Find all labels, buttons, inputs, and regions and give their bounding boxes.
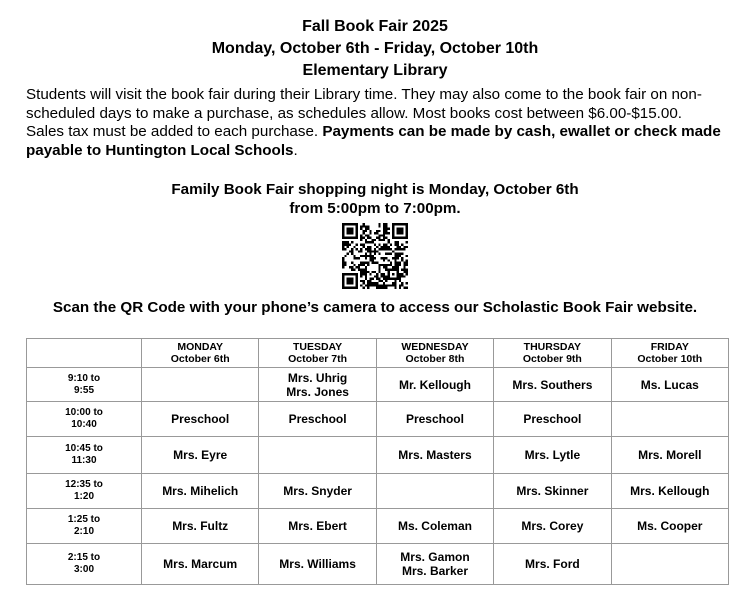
class-name: Ms. Lucas: [640, 377, 699, 392]
day-header-wednesday: WEDNESDAY October 8th: [376, 339, 493, 368]
intro-end: .: [293, 141, 298, 159]
schedule-cell-tuesday: [259, 368, 376, 402]
class-name: Ms. Cooper: [637, 519, 703, 533]
schedule-cell-monday: [142, 509, 259, 544]
schedule-cell-wednesday: [376, 509, 493, 544]
schedule-cell-tuesday: [259, 474, 376, 509]
schedule-cell-thursday: [494, 437, 611, 474]
time-slot-cell: [27, 474, 142, 509]
time-slot-cell: [27, 402, 142, 437]
schedule-table: [26, 338, 729, 585]
time-slot-text: 10:40: [71, 419, 97, 430]
schedule-cell-friday: [611, 474, 728, 509]
schedule-cell-thursday: [494, 544, 611, 585]
schedule-cell-monday: [142, 437, 259, 474]
class-name: Mrs. Williams: [279, 557, 356, 571]
schedule-cell-friday: [611, 368, 728, 402]
table-row: [27, 368, 729, 402]
class-name: Mrs. Skinner: [516, 484, 589, 498]
time-slot-text: 10:00 to: [65, 407, 103, 418]
class-name: Mrs. Ford: [525, 557, 580, 571]
class-name: Mrs. Barker: [401, 564, 468, 578]
schedule-cell-friday: [611, 402, 728, 437]
time-slot-text: 11:30: [71, 455, 97, 466]
time-slot-cell: [27, 368, 142, 402]
schedule-cell-thursday: [494, 509, 611, 544]
time-slot-text: 9:55: [73, 384, 94, 396]
class-name: Mrs. Snyder: [283, 484, 352, 498]
table-row: [27, 544, 729, 585]
schedule-cell-thursday: [494, 402, 611, 437]
class-name: Mr. Kellough: [398, 377, 471, 392]
time-slot-text: 3:00: [73, 564, 94, 575]
day-header-monday: MONDAY October 6th: [142, 339, 259, 368]
class-name: Mrs. Gamon: [400, 550, 470, 564]
time-slot-text: 12:35 to: [65, 479, 103, 490]
schedule-cell-wednesday: [376, 437, 493, 474]
schedule-cell-tuesday: [259, 509, 376, 544]
schedule-cell-thursday: [494, 368, 611, 402]
table-row: [27, 509, 729, 544]
class-name: Mrs. Morell: [638, 448, 702, 462]
qr-code-icon[interactable]: [342, 223, 408, 289]
table-row: [27, 437, 729, 474]
table-row: [27, 474, 729, 509]
class-name: Mrs. Ebert: [288, 519, 347, 533]
page-title: Fall Book Fair 2025: [302, 18, 448, 35]
intro-text: Students will visit the book fair during their Library time. They may also come to the book fair on non-scheduled days to make a purchase, as schedules allow. Most books cost between $6.00-$15.00. Sales tax must be added to each purchase.: [26, 86, 702, 140]
class-name: Mrs. Southers: [512, 377, 593, 392]
qr-code-container: [0, 223, 750, 289]
class-name: Mrs. Eyre: [173, 448, 228, 462]
time-slot-cell: [27, 509, 142, 544]
class-name: Mrs. Fultz: [172, 519, 229, 533]
schedule-cell-tuesday: [259, 402, 376, 437]
time-slot-text: 1:25 to: [67, 514, 101, 525]
schedule-cell-wednesday: [376, 544, 493, 585]
time-slot-text: 2:10: [73, 526, 94, 537]
time-slot-text: 1:20: [73, 491, 94, 502]
class-name: Preschool: [405, 412, 464, 426]
family-night-line2: from 5:00pm to 7:00pm.: [289, 200, 461, 217]
schedule-cell-tuesday: [259, 544, 376, 585]
payment-info: Payments can be made by cash, ewallet or check made payable to Huntington Local Schools: [26, 123, 721, 159]
class-name: Preschool: [171, 412, 230, 426]
day-header-tuesday: TUESDAY October 7th: [259, 339, 376, 368]
schedule-cell-monday: [142, 368, 259, 402]
family-night-notice: [0, 180, 750, 218]
class-name: Mrs. Marcum: [163, 557, 238, 571]
schedule-cell-monday: [142, 544, 259, 585]
corner-cell: [27, 339, 142, 368]
class-name: Mrs. Lytle: [524, 448, 581, 462]
table-row: [27, 402, 729, 437]
day-header-thursday: THURSDAY October 9th: [494, 339, 611, 368]
schedule-cell-friday: [611, 509, 728, 544]
class-name: Preschool: [523, 412, 582, 426]
schedule-cell-wednesday: [376, 474, 493, 509]
schedule-cell-tuesday: [259, 437, 376, 474]
class-name: Mrs. Masters: [398, 448, 472, 462]
class-name: Mrs. Mihelich: [162, 484, 239, 498]
class-name: Mrs. Uhrig: [287, 370, 348, 385]
time-slot-cell: [27, 437, 142, 474]
scan-instruction: Scan the QR Code with your phone’s camera to access our Scholastic Book Fair website.: [52, 299, 698, 316]
schedule-cell-wednesday: [376, 402, 493, 437]
schedule-header-row: [27, 339, 729, 368]
schedule-cell-friday: [611, 544, 728, 585]
day-header-friday: FRIDAY October 10th: [611, 339, 728, 368]
fair-dates: Monday, October 6th - Friday, October 10th: [211, 40, 539, 57]
class-name: Mrs. Corey: [521, 519, 584, 533]
schedule-cell-wednesday: [376, 368, 493, 402]
schedule-cell-friday: [611, 437, 728, 474]
time-slot-cell: [27, 544, 142, 585]
time-slot-text: 9:10 to: [67, 372, 101, 384]
class-name: Mrs. Kellough: [630, 484, 710, 498]
schedule-cell-monday: [142, 474, 259, 509]
class-name: Mrs. Jones: [286, 384, 349, 399]
schedule-cell-thursday: [494, 474, 611, 509]
time-slot-text: 2:15 to: [67, 552, 101, 563]
fair-location: Elementary Library: [302, 62, 448, 79]
intro-paragraph: [26, 86, 724, 160]
time-slot-text: 10:45 to: [65, 443, 103, 454]
schedule-cell-monday: [142, 402, 259, 437]
class-name: Ms. Coleman: [397, 519, 472, 533]
class-name: Preschool: [288, 412, 347, 426]
family-night-line1: Family Book Fair shopping night is Monday, October 6th: [171, 181, 579, 198]
